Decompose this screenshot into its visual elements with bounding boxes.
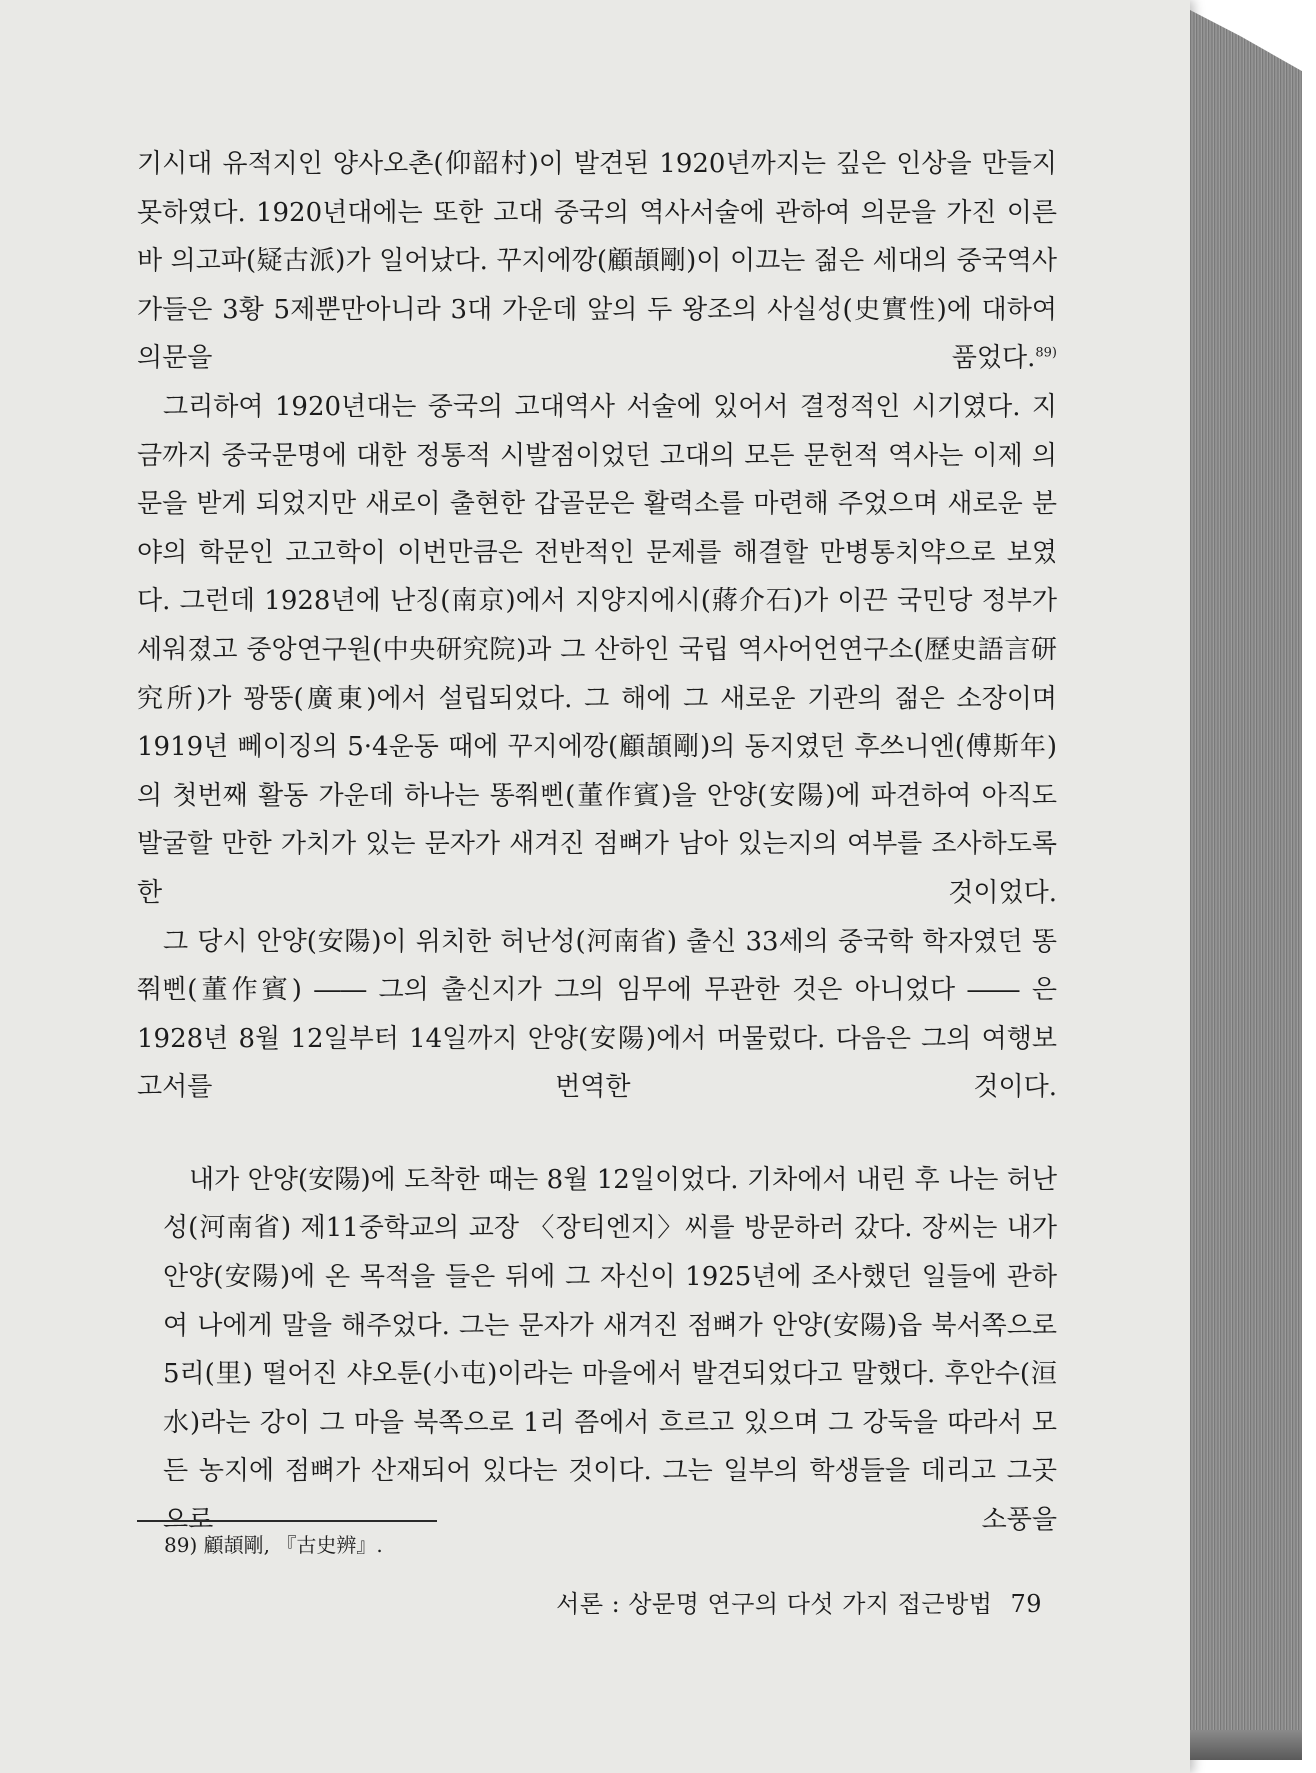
page-body: [137, 140, 1057, 1545]
book-page-edges: [1190, 10, 1302, 1755]
quoted-report: 내가 안양(安陽)에 도착한 때는 8월 12일이었다. 기차에서 내린 후 나는 허난성(河南省) 제11중학교의 교장 〈장티엔지〉씨를 방문하러 갔다. 장씨는 내가 안양(安陽)에 온 목적을 들은 뒤에 그 자신이 1925년에 조사했던 일들에 관하여 나에게 말을 해주었다. 그는 문자가 새겨진 점뼈가 안양(安陽)읍 북서쪽으로 5리(里) 떨어진 샤오툰(小屯)이라는 마을에서 발견되었다고 말했다. 후안수(洹水)라는 강이 그 마을 북쪽으로 1리 쯤에서 흐르고 있으며 그 강둑을 따라서 모든 농지에 점뼈가 산재되어 있다는 것이다. 그는 일부의 학생들을 데리고 그곳으로 소풍을: [163, 1164, 1057, 1536]
footnote-89: 89) 顧頡剛, 『古史辨』.: [164, 1533, 383, 1557]
book-bottom-edge: [1190, 1730, 1302, 1760]
footnote-divider: [137, 1520, 437, 1522]
paragraph-2: 그리하여 1920년대는 중국의 고대역사 서술에 있어서 결정적인 시기였다. 지금까지 중국문명에 대한 정통적 시발점이었던 고대의 모든 문헌적 역사는 이제 의문을 받게 되었지만 새로이 출현한 갑골문은 활력소를 마련해 주었으며 새로운 분야의 학문인 고고학이 이번만큼은 전반적인 문제를 해결할 만병통치약으로 보였다. 그런데 1928년에 난징(南京)에서 지양지에시(蔣介石)가 이끈 국민당 정부가 세워졌고 중앙연구원(中央研究院)과 그 산하인 국립 역사어언연구소(歷史語言研究所)가 꽝뚱(廣東)에서 설립되었다. 그 해에 그 새로운 기관의 젊은 소장이며 1919년 뻬이징의 5·4운동 때에 꾸지에깡(顧頡剛)의 동지였던 후쓰니엔(傅斯年)의 첫번째 활동 가운데 하나는 똥쭤삔(董作賓)을 안양(安陽)에 파견하여 아직도 발굴할 만한 가치가 있는 문자가 새겨진 점뼈가 남아 있는지의 여부를 조사하도록 한 것이었다.: [137, 391, 1057, 908]
paragraph-1-text: 기시대 유적지인 양사오촌(仰韶村)이 발견된 1920년까지는 깊은 인상을 만들지 못하였다. 1920년대에는 또한 고대 중국의 역사서술에 관하여 의문을 가진 이른바 의고파(疑古派)가 일어났다. 꾸지에깡(顧頡剛)이 이끄는 젊은 세대의 중국역사가들은 3황 5제뿐만아니라 3대 가운데 앞의 두 왕조의 사실성(史實性)에 대하여 의문을 품었다.: [137, 149, 1057, 374]
footnote-ref-89: 89): [1035, 345, 1057, 361]
page-number: 79: [1010, 1590, 1042, 1618]
running-footer: [0, 1584, 1042, 1619]
paragraph-3: 그 당시 안양(安陽)이 위치한 허난성(河南省) 출신 33세의 중국학 학자였던 똥쭤삔(董作賓) ―― 그의 출신지가 그의 임무에 무관한 것은 아니었다 ―― 은 1928년 8월 12일부터 14일까지 안양(安陽)에서 머물렀다. 다음은 그의 여행보고서를 번역한 것이다.: [137, 926, 1057, 1103]
running-head-title: 서론 : 상문명 연구의 다섯 가지 접근방법: [556, 1590, 993, 1618]
paragraph-1: [137, 140, 1057, 383]
